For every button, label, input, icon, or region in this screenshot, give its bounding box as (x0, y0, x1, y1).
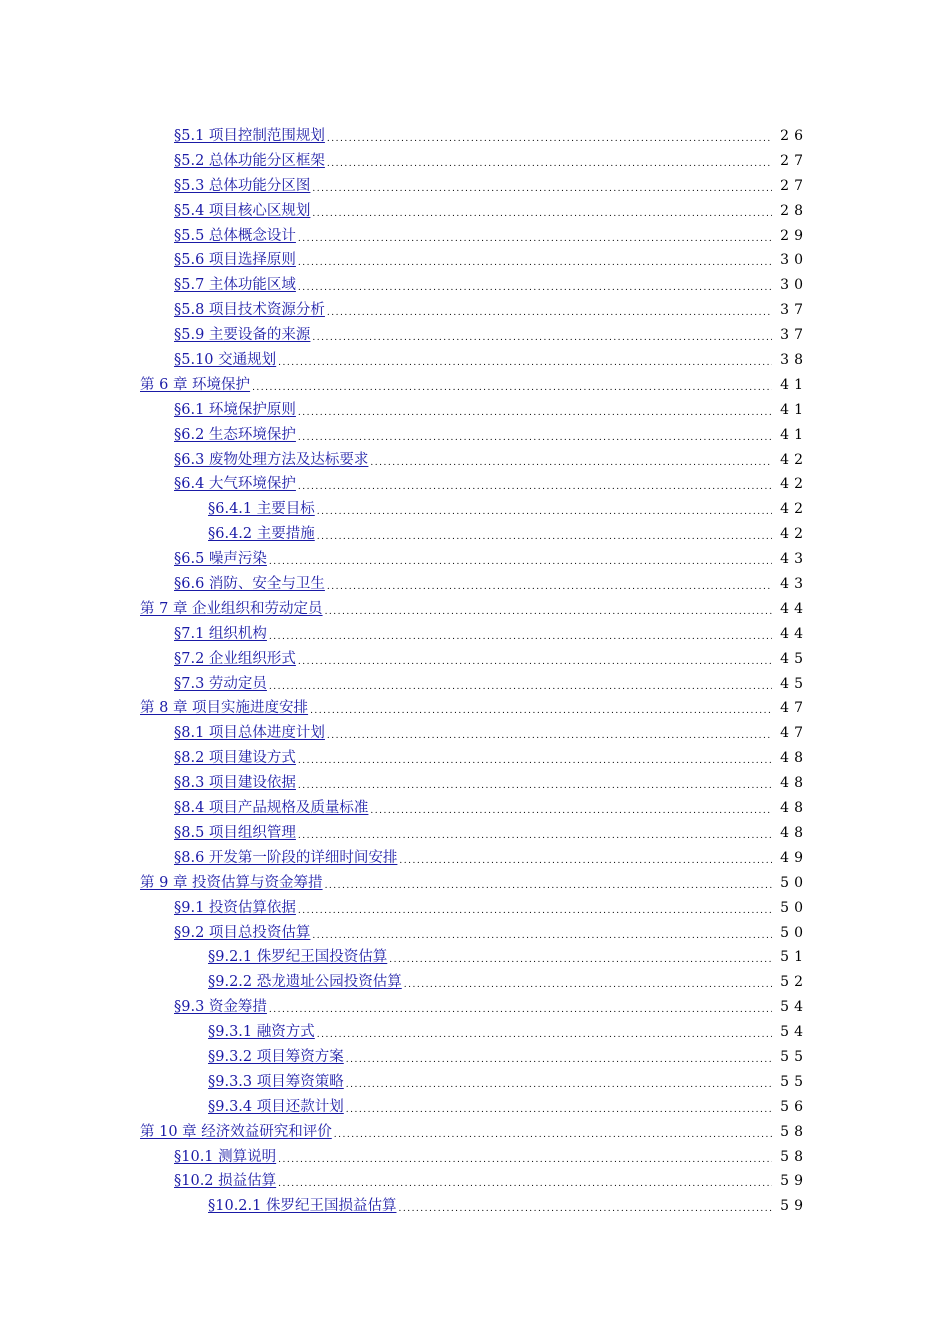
toc-entry-link[interactable]: §6.2 生态环境保护 (174, 426, 296, 443)
toc-entry[interactable] (0, 1070, 950, 1095)
toc-entry[interactable] (0, 373, 950, 398)
toc-entry-link[interactable]: §9.3.3 项目筹资策略 (208, 1073, 344, 1090)
toc-entry-link[interactable]: §7.3 劳动定员 (174, 675, 267, 692)
toc-entry-link[interactable]: §8.2 项目建设方式 (174, 750, 296, 767)
toc-entry[interactable] (0, 970, 950, 995)
toc-entry[interactable] (0, 672, 950, 697)
toc-entry[interactable] (0, 1095, 950, 1120)
toc-dot-leader (370, 796, 772, 821)
toc-entry-link[interactable]: §8.1 项目总体进度计划 (174, 725, 325, 742)
toc-page-number: 50 (780, 874, 808, 891)
toc-entry-link[interactable]: §5.6 项目选择原则 (174, 252, 296, 269)
toc-page-number: 58 (780, 1123, 808, 1140)
toc-page-number: 27 (780, 152, 808, 169)
toc-page-number: 42 (780, 451, 808, 468)
toc-page-number: 43 (780, 576, 808, 593)
toc-dot-leader (269, 995, 772, 1020)
toc-dot-leader (389, 945, 772, 970)
toc-entry[interactable] (0, 746, 950, 771)
toc-entry[interactable] (0, 771, 950, 796)
toc-entry-link[interactable]: §9.2.2 恐龙遗址公园投资估算 (208, 974, 402, 991)
toc-entry-link[interactable]: §6.3 废物处理方法及达标要求 (174, 451, 369, 468)
toc-page-number: 41 (780, 376, 808, 393)
toc-entry-link[interactable]: §7.2 企业组织形式 (174, 650, 296, 667)
toc-dot-leader (298, 647, 772, 672)
toc-entry-link[interactable]: §8.5 项目组织管理 (174, 824, 296, 841)
toc-page-number: 48 (780, 775, 808, 792)
toc-dot-leader (298, 248, 772, 273)
toc-dot-leader (310, 696, 772, 721)
toc-entry[interactable] (0, 896, 950, 921)
toc-dot-leader (370, 448, 772, 473)
toc-page-number: 48 (780, 750, 808, 767)
toc-entry-link[interactable]: §5.4 项目核心区规划 (174, 202, 311, 219)
toc-page-number: 52 (780, 974, 808, 991)
toc-entry[interactable] (0, 696, 950, 721)
toc-entry[interactable] (0, 821, 950, 846)
toc-dot-leader (298, 746, 772, 771)
toc-page-number: 42 (780, 501, 808, 518)
toc-page-number: 50 (780, 899, 808, 916)
toc-page-number: 55 (780, 1048, 808, 1065)
toc-dot-leader (269, 622, 772, 647)
toc-entry-link[interactable]: §8.4 项目产品规格及质量标准 (174, 800, 369, 817)
toc-entry[interactable] (0, 945, 950, 970)
toc-dot-leader (398, 1194, 772, 1219)
toc-page-number: 38 (780, 352, 808, 369)
toc-dot-leader (269, 672, 772, 697)
toc-page-number: 56 (780, 1098, 808, 1115)
toc-entry[interactable] (0, 572, 950, 597)
toc-entry[interactable] (0, 273, 950, 298)
toc-dot-leader (312, 174, 772, 199)
toc-entry[interactable] (0, 1120, 950, 1145)
toc-page-number: 50 (780, 924, 808, 941)
toc-entry[interactable] (0, 1169, 950, 1194)
toc-entry-link[interactable]: §6.6 消防、安全与卫生 (174, 576, 325, 593)
toc-entry[interactable] (0, 124, 950, 149)
toc-entry-link[interactable]: §9.3.1 融资方式 (208, 1024, 315, 1041)
toc-entry[interactable] (0, 224, 950, 249)
toc-entry-link[interactable]: §9.2 项目总投资估算 (174, 924, 311, 941)
toc-dot-leader (298, 398, 772, 423)
toc-dot-leader (298, 273, 772, 298)
toc-entry[interactable] (0, 348, 950, 373)
toc-entry-link[interactable]: §5.10 交通规划 (174, 352, 277, 369)
toc-entry-link[interactable]: §10.1 测算说明 (174, 1148, 277, 1165)
toc-entry-link[interactable]: 第 9 章 投资估算与资金筹措 (140, 874, 323, 891)
toc-entry[interactable] (0, 871, 950, 896)
toc-page-number: 54 (780, 999, 808, 1016)
toc-entry[interactable] (0, 921, 950, 946)
toc-entry-link[interactable]: 第 8 章 项目实施进度安排 (140, 700, 309, 717)
table-of-contents (0, 124, 950, 1219)
toc-entry-link[interactable]: §10.2 损益估算 (174, 1173, 277, 1190)
toc-entry[interactable] (0, 995, 950, 1020)
toc-page-number: 49 (780, 849, 808, 866)
toc-dot-leader (327, 149, 772, 174)
toc-page-number: 48 (780, 824, 808, 841)
toc-entry[interactable] (0, 199, 950, 224)
toc-dot-leader (278, 1169, 772, 1194)
toc-dot-leader (399, 846, 772, 871)
toc-entry[interactable] (0, 149, 950, 174)
toc-entry[interactable] (0, 472, 950, 497)
toc-page-number: 58 (780, 1148, 808, 1165)
toc-entry-link[interactable]: §5.1 项目控制范围规划 (174, 128, 325, 144)
toc-entry[interactable] (0, 174, 950, 199)
toc-page-number: 42 (780, 526, 808, 543)
toc-entry-link[interactable]: §6.4.2 主要措施 (208, 526, 315, 543)
toc-entry-link[interactable]: 第 6 章 环境保护 (140, 376, 251, 393)
toc-page-number: 29 (780, 227, 808, 244)
toc-entry[interactable] (0, 846, 950, 871)
toc-dot-leader (269, 547, 772, 572)
toc-dot-leader (312, 323, 772, 348)
toc-entry-link[interactable]: §8.6 开发第一阶段的详细时间安排 (174, 849, 398, 866)
toc-entry[interactable] (0, 423, 950, 448)
toc-entry-link[interactable]: 第 7 章 企业组织和劳动定员 (140, 600, 323, 617)
toc-page-number: 27 (780, 177, 808, 194)
toc-entry-link[interactable]: §9.3.4 项目还款计划 (208, 1098, 344, 1115)
toc-entry-link[interactable]: §6.5 噪声污染 (174, 551, 267, 568)
toc-page-number: 30 (780, 252, 808, 269)
toc-dot-leader (298, 896, 772, 921)
toc-entry[interactable] (0, 398, 950, 423)
toc-entry[interactable] (0, 1020, 950, 1045)
toc-dot-leader (327, 721, 772, 746)
toc-entry-link[interactable]: §6.4 大气环境保护 (174, 476, 296, 493)
toc-page-number: 45 (780, 675, 808, 692)
toc-page-number: 47 (780, 725, 808, 742)
toc-entry[interactable] (0, 547, 950, 572)
toc-entry[interactable] (0, 796, 950, 821)
toc-page-number: 26 (780, 128, 808, 144)
toc-dot-leader (404, 970, 772, 995)
toc-entry[interactable] (0, 1045, 950, 1070)
toc-page-number: 59 (780, 1198, 808, 1215)
toc-entry[interactable] (0, 522, 950, 547)
toc-page-number: 51 (780, 949, 808, 966)
toc-dot-leader (327, 124, 772, 149)
toc-entry[interactable] (0, 622, 950, 647)
toc-dot-leader (278, 348, 772, 373)
toc-entry[interactable] (0, 298, 950, 323)
toc-entry-link[interactable]: §5.7 主体功能区域 (174, 277, 296, 294)
toc-dot-leader (346, 1070, 772, 1095)
toc-dot-leader (298, 771, 772, 796)
toc-page-number: 37 (780, 302, 808, 319)
toc-page-number: 28 (780, 202, 808, 219)
toc-dot-leader (312, 921, 772, 946)
toc-dot-leader (346, 1095, 772, 1120)
toc-dot-leader (298, 224, 772, 249)
toc-dot-leader (298, 472, 772, 497)
toc-entry-link[interactable]: §5.9 主要设备的来源 (174, 327, 311, 344)
toc-page-number: 37 (780, 327, 808, 344)
toc-entry-link[interactable]: §5.5 总体概念设计 (174, 227, 296, 244)
toc-entry-link[interactable]: §6.1 环境保护原则 (174, 401, 296, 418)
toc-dot-leader (317, 1020, 772, 1045)
toc-dot-leader (317, 497, 772, 522)
toc-dot-leader (327, 572, 772, 597)
toc-page-number: 44 (780, 625, 808, 642)
toc-entry-link[interactable]: §5.8 项目技术资源分析 (174, 302, 325, 319)
toc-dot-leader (278, 1145, 772, 1170)
toc-entry-link[interactable]: §9.3 资金筹措 (174, 999, 267, 1016)
toc-page-number: 41 (780, 426, 808, 443)
toc-page-number: 41 (780, 401, 808, 418)
toc-dot-leader (334, 1120, 772, 1145)
toc-entry[interactable] (0, 448, 950, 473)
toc-page-number: 42 (780, 476, 808, 493)
toc-dot-leader (346, 1045, 772, 1070)
toc-entry-link[interactable]: §9.1 投资估算依据 (174, 899, 296, 916)
toc-page-number: 45 (780, 650, 808, 667)
toc-entry[interactable] (0, 497, 950, 522)
toc-page-number: 54 (780, 1024, 808, 1041)
toc-entry-link[interactable]: §6.4.1 主要目标 (208, 501, 315, 518)
toc-entry[interactable] (0, 248, 950, 273)
toc-dot-leader (298, 423, 772, 448)
toc-page-number: 47 (780, 700, 808, 717)
toc-entry-link[interactable]: §9.3.2 项目筹资方案 (208, 1048, 344, 1065)
toc-entry[interactable] (0, 721, 950, 746)
toc-page-number: 43 (780, 551, 808, 568)
toc-entry[interactable] (0, 597, 950, 622)
toc-dot-leader (312, 199, 772, 224)
toc-dot-leader (325, 597, 772, 622)
toc-entry[interactable] (0, 647, 950, 672)
toc-dot-leader (298, 821, 772, 846)
toc-dot-leader (317, 522, 772, 547)
toc-entry-link[interactable]: §7.1 组织机构 (174, 625, 267, 642)
toc-dot-leader (325, 871, 772, 896)
toc-entry-link[interactable]: 第 10 章 经济效益研究和评价 (140, 1123, 332, 1140)
toc-entry[interactable] (0, 1194, 950, 1219)
toc-entry[interactable] (0, 1145, 950, 1170)
toc-entry-link[interactable]: §9.2.1 侏罗纪王国投资估算 (208, 949, 388, 966)
toc-entry-link[interactable]: §5.3 总体功能分区图 (174, 177, 311, 194)
toc-page-number: 55 (780, 1073, 808, 1090)
toc-page-number: 30 (780, 277, 808, 294)
toc-page-number: 59 (780, 1173, 808, 1190)
toc-dot-leader (252, 373, 772, 398)
toc-page-number: 48 (780, 800, 808, 817)
toc-entry-link[interactable]: §8.3 项目建设依据 (174, 775, 296, 792)
toc-entry-link[interactable]: §10.2.1 侏罗纪王国损益估算 (208, 1198, 397, 1215)
toc-entry-link[interactable]: §5.2 总体功能分区框架 (174, 152, 325, 169)
toc-page-number: 44 (780, 600, 808, 617)
toc-dot-leader (327, 298, 772, 323)
toc-entry[interactable] (0, 323, 950, 348)
